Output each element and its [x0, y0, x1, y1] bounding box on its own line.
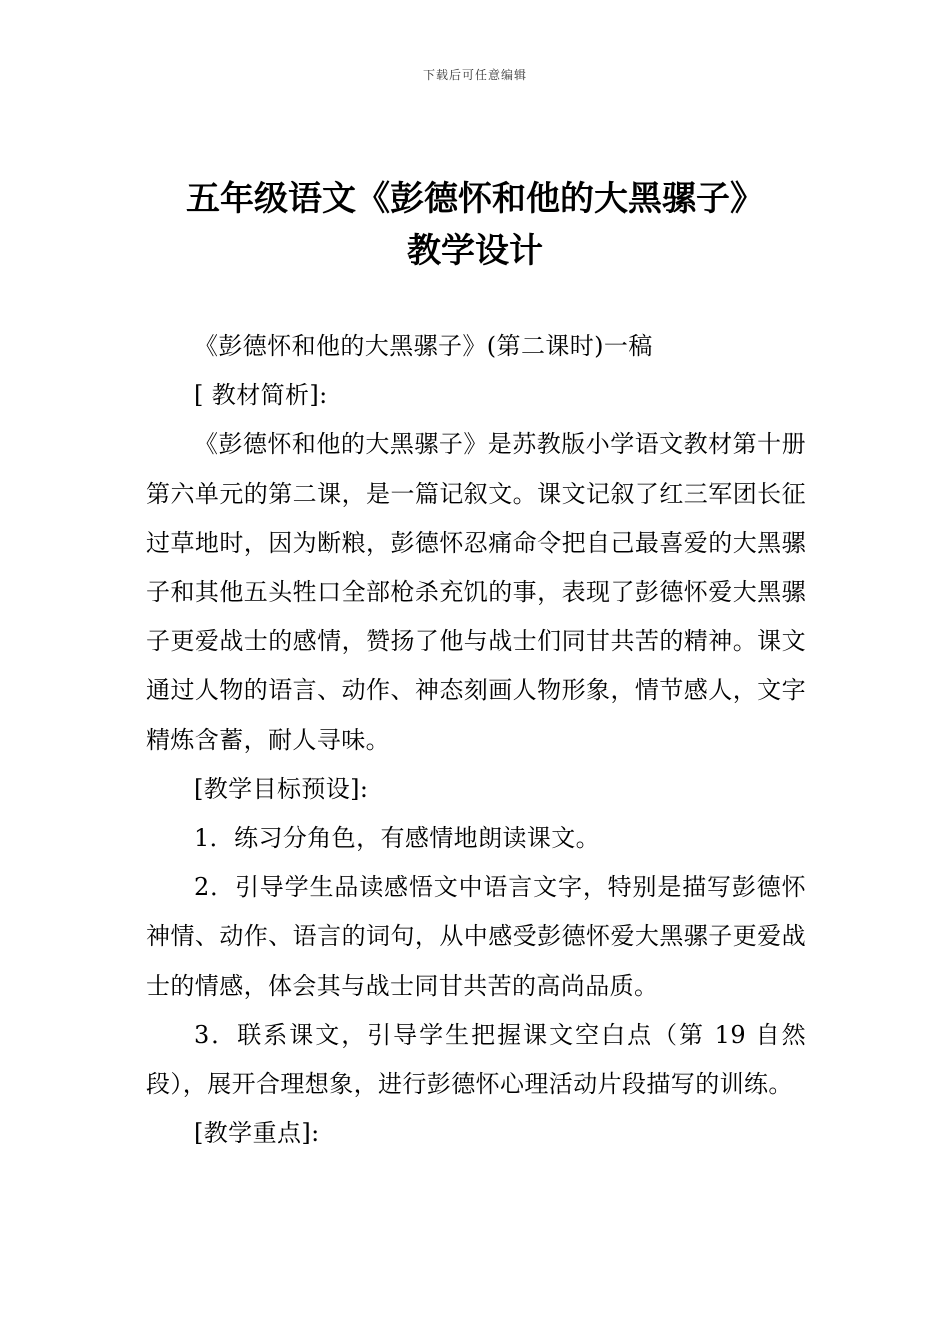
textbook-analysis-paragraph: 《彭德怀和他的大黑骡子》是苏教版小学语文教材第十册第六单元的第二课，是一篇记叙文。课文记叙了红三军团长征过草地时，因为断粮，彭德怀忍痛命令把自己最喜爱的大黑骡子和其他五头牲口全部枪杀充饥的事，表现了彭德怀爱大黑骡子更爱战士的感情，赞扬了他与战士们同甘共苦的精神。课文通过人物的语言、动作、神态刻画人物形象，情节感人，文字精炼含蓄，耐人寻味。: [146, 430, 806, 754]
document-body: [146, 322, 806, 1158]
teaching-goal-item-3: 3．联系课文，引导学生把握课文空白点（第 19 自然段），展开合理想象，进行彭德怀心理活动片段描写的训练。: [146, 1020, 806, 1099]
teaching-goal-item-1: 1．练习分角色，有感情地朗读课文。: [194, 824, 601, 853]
document-title-line-2: 教学设计: [407, 231, 543, 271]
page-header-note: 下载后可任意编辑: [422, 68, 527, 82]
lesson-subtitle: 《彭德怀和他的大黑骡子》(第二课时)一稿: [194, 332, 653, 360]
section-heading-textbook-analysis: [ 教材简析]:: [194, 381, 328, 410]
document-title-line-1: 五年级语文《彭德怀和他的大黑骡子》: [186, 179, 764, 219]
section-heading-teaching-goals: [教学目标预设]:: [194, 774, 369, 803]
section-heading-teaching-focus: [教学重点]:: [194, 1119, 320, 1148]
teaching-goal-item-2: 2．引导学生品读感悟文中语言文字，特别是描写彭德怀神情、动作、语言的词句，从中感受彭德怀爱大黑骡子更爱战士的情感，体会其与战士同甘共苦的高尚品质。: [146, 873, 806, 1000]
